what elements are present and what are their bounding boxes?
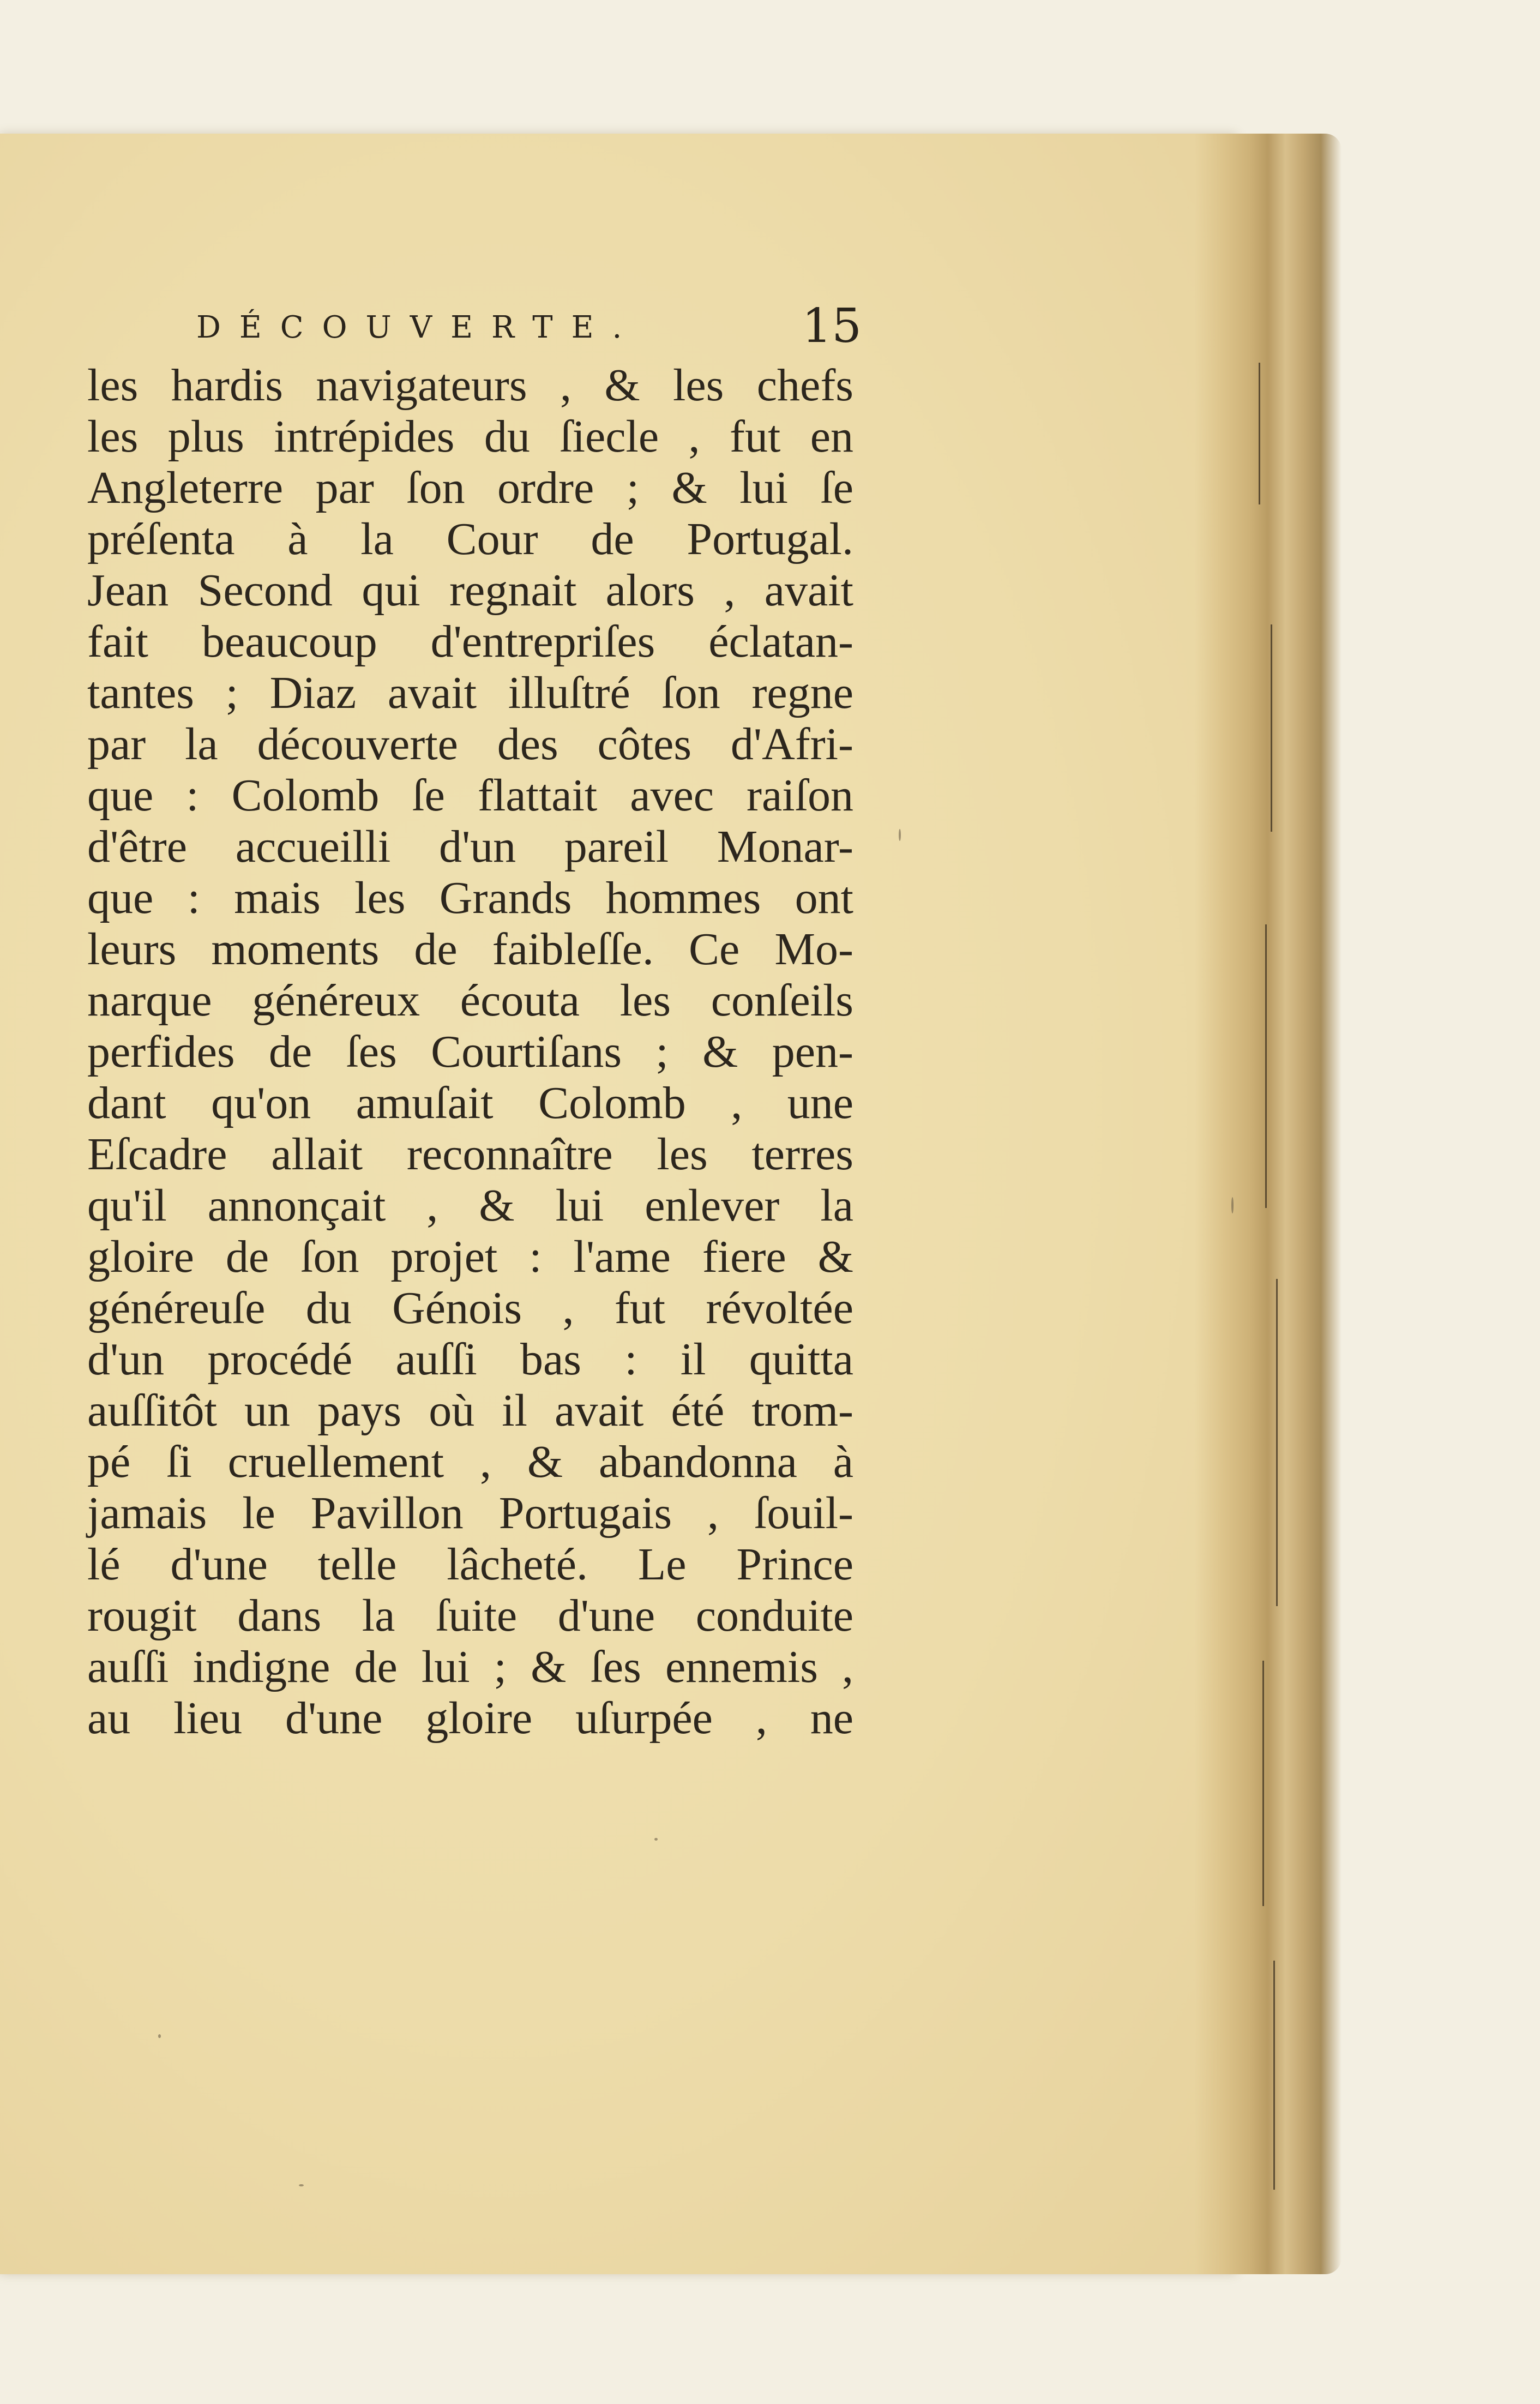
text-line: que : Colomb ſe flattait avec raiſon (87, 770, 853, 821)
text-line: qu'il annonçait , & lui enlever la (87, 1180, 853, 1231)
text-line: d'être accueilli d'un pareil Monar- (87, 821, 853, 872)
text-line: préſenta à la Cour de Portugal. (87, 514, 853, 564)
text-line: rougit dans la ſuite d'une conduite (87, 1590, 853, 1641)
paper-speck (299, 2184, 304, 2186)
paper-speck (1231, 1197, 1234, 1213)
edge-crack (1262, 1661, 1264, 1906)
text-line: jamais le Pavillon Portugais , ſouil- (87, 1488, 853, 1538)
running-head (196, 299, 862, 359)
page-number: 15 (802, 299, 862, 353)
text-line: Eſcadre allait reconnaître les terres (87, 1129, 853, 1180)
text-line: que : mais les Grands hommes ont (87, 873, 853, 923)
text-line: généreuſe du Génois , fut révoltée (87, 1283, 853, 1333)
text-line: perfides de ſes Courtiſans ; & pen- (87, 1026, 853, 1077)
page-fore-edge (1194, 134, 1342, 2274)
text-line: pé ſi cruellement , & abandonna à (87, 1437, 853, 1487)
body-text (87, 360, 853, 1744)
edge-crack (1271, 624, 1272, 832)
text-line: les plus intrépides du ſiecle , fut en (87, 411, 853, 462)
text-line: les hardis navigateurs , & les chefs (87, 360, 853, 411)
text-line: auſſi indigne de lui ; & ſes ennemis , (87, 1642, 853, 1692)
running-title: DÉCOUVERTE. (196, 310, 641, 345)
text-line: tantes ; Diaz avait illuſtré ſon regne (87, 668, 853, 718)
text-line: au lieu d'une gloire uſurpée , ne (87, 1693, 853, 1744)
text-line: leurs moments de faibleſſe. Ce Mo- (87, 924, 853, 975)
text-line: fait beaucoup d'entrepriſes éclatan- (87, 616, 853, 667)
edge-crack (1259, 363, 1260, 504)
paper-speck (899, 829, 901, 841)
paper-speck (158, 2034, 161, 2038)
edge-crack (1273, 1961, 1275, 2190)
edge-crack (1265, 924, 1267, 1208)
text-line: Angleterre par ſon ordre ; & lui ſe (87, 462, 853, 513)
text-line: par la découverte des côtes d'Afri- (87, 719, 853, 770)
text-line: dant qu'on amuſait Colomb , une (87, 1078, 853, 1128)
edge-crack (1276, 1279, 1278, 1606)
text-line: lé d'une telle lâcheté. Le Prince (87, 1539, 853, 1590)
text-line: narque généreux écouta les conſeils (87, 975, 853, 1026)
text-line: Jean Second qui regnait alors , avait (87, 565, 853, 616)
text-line: gloire de ſon projet : l'ame fiere & (87, 1231, 853, 1282)
text-line: auſſitôt un pays où il avait été trom- (87, 1385, 853, 1436)
paper-speck (654, 1838, 658, 1841)
text-line: d'un procédé auſſi bas : il quitta (87, 1334, 853, 1385)
